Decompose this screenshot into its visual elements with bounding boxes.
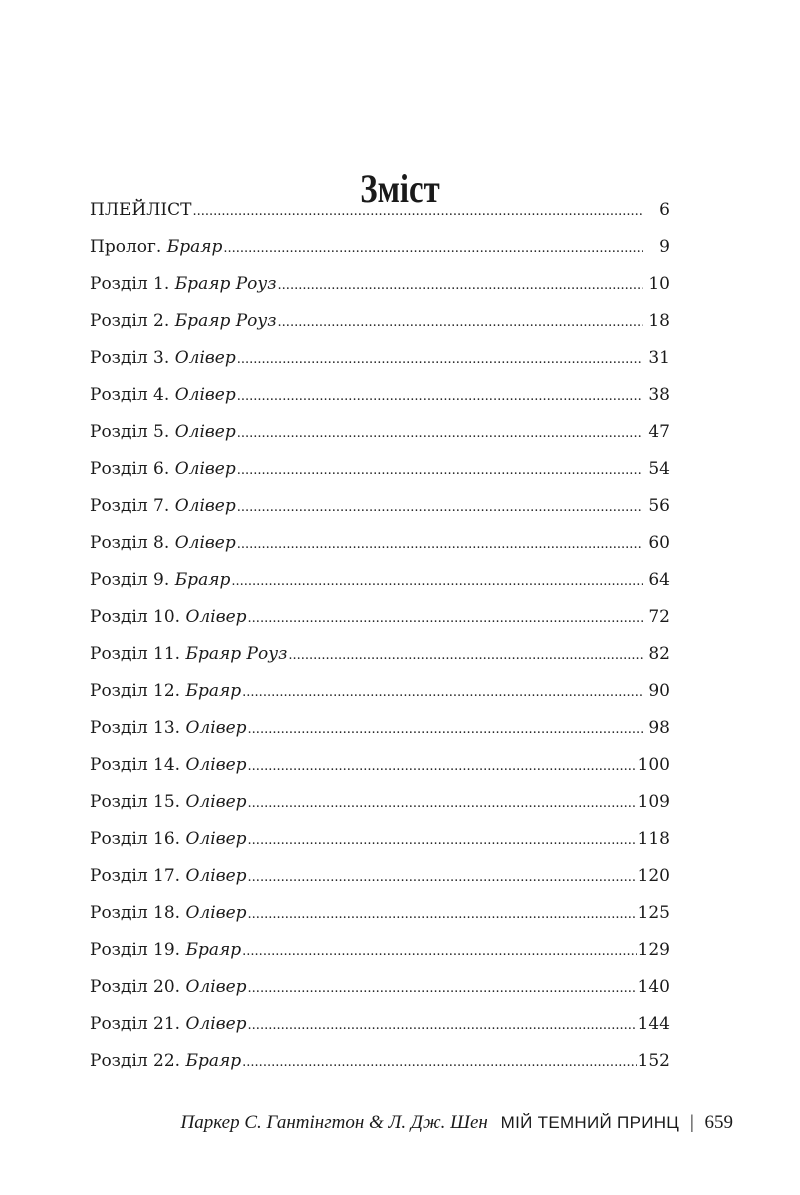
dot-leader (278, 304, 643, 341)
dot-leader (248, 970, 637, 1007)
toc-entry-label (90, 303, 277, 340)
toc-entry-label (90, 229, 222, 266)
running-footer (0, 1112, 733, 1134)
toc-entry[interactable] (90, 229, 670, 266)
toc-entry-label (90, 710, 247, 747)
toc-entry-page: 100 (637, 755, 670, 775)
toc-entry[interactable] (90, 192, 670, 229)
toc-entry[interactable] (90, 303, 670, 340)
toc-entry-chapter: Розділ 9. (90, 570, 175, 590)
toc-entry-chapter: Розділ 4. (90, 385, 175, 405)
toc-entry-page: 129 (637, 940, 670, 960)
toc-entry[interactable] (90, 673, 670, 710)
toc-entry[interactable] (90, 784, 670, 821)
toc-entry-narrator: Олівер (185, 829, 247, 849)
dot-leader (248, 896, 637, 933)
toc-entry-narrator: Браяр (185, 681, 242, 701)
dot-leader (237, 526, 643, 563)
toc-entry-label (90, 636, 287, 673)
toc-entry-page: 120 (637, 866, 670, 886)
toc-entry-page: 31 (648, 348, 670, 368)
dot-leader (237, 378, 643, 415)
toc-entry-narrator: Олівер (174, 348, 236, 368)
toc-entry-narrator: Браяр Роуз (174, 311, 277, 331)
toc-entry[interactable] (90, 599, 670, 636)
toc-entry-narrator: Браяр Роуз (185, 644, 288, 664)
toc-entry[interactable] (90, 525, 670, 562)
toc-entry[interactable] (90, 1006, 670, 1043)
dot-leader (248, 600, 643, 637)
footer-page-number: 659 (704, 1112, 733, 1133)
toc-entry-chapter: Розділ 13. (90, 718, 186, 738)
toc-entry-page: 9 (659, 237, 670, 257)
toc-entry-label (90, 858, 247, 895)
toc-entry-label (90, 1043, 241, 1080)
toc-entry[interactable] (90, 932, 670, 969)
dot-leader (248, 822, 637, 859)
toc-entry-page: 18 (648, 311, 670, 331)
toc-entry[interactable] (90, 377, 670, 414)
dot-leader (242, 933, 636, 970)
toc-entry-page: 144 (637, 1014, 670, 1034)
toc-entry-label (90, 340, 236, 377)
dot-leader (242, 674, 643, 711)
toc-entry-page: 38 (648, 385, 670, 405)
toc-entry-page: 64 (648, 570, 670, 590)
toc-entry-narrator: Олівер (174, 422, 236, 442)
toc-entry-label (90, 673, 241, 710)
dot-leader (193, 193, 644, 230)
toc-entry-chapter: Розділ 16. (90, 829, 186, 849)
toc-entry-page: 109 (637, 792, 670, 812)
dot-leader (248, 1007, 637, 1044)
toc-entry[interactable] (90, 1043, 670, 1080)
toc-entry[interactable] (90, 340, 670, 377)
toc-entry-label (90, 895, 247, 932)
toc-entry-chapter: Розділ 11. (90, 644, 186, 664)
toc-entry-chapter: Розділ 6. (90, 459, 175, 479)
toc-entry-label (90, 599, 247, 636)
toc-entry-chapter: Розділ 12. (90, 681, 186, 701)
toc-entry[interactable] (90, 562, 670, 599)
toc-entry-chapter: Розділ 19. (90, 940, 186, 960)
toc-entry-narrator: Олівер (185, 977, 247, 997)
toc-entry-chapter: Пролог. (90, 237, 167, 257)
toc-entry-page: 72 (648, 607, 670, 627)
dot-leader (237, 341, 643, 378)
toc-entry-label (90, 821, 247, 858)
footer-authors: Паркер С. Гантінгтон & Л. Дж. Шен (180, 1112, 488, 1133)
page-title: Зміст (360, 165, 440, 211)
toc-entry-chapter: Розділ 17. (90, 866, 186, 886)
toc-entry-chapter: Розділ 5. (90, 422, 175, 442)
toc-entry-page: 152 (637, 1051, 670, 1071)
dot-leader (248, 859, 637, 896)
toc-entry-label (90, 1006, 247, 1043)
toc-entry-chapter: Розділ 15. (90, 792, 186, 812)
toc-entry-chapter: Розділ 22. (90, 1051, 186, 1071)
toc-entry-page: 82 (648, 644, 670, 664)
toc-entry-label (90, 266, 277, 303)
toc-entry-page: 47 (648, 422, 670, 442)
toc-entry[interactable] (90, 451, 670, 488)
toc-entry-narrator: Браяр (166, 237, 223, 257)
toc-entry-narrator: Браяр (185, 1051, 242, 1071)
toc-entry-label (90, 192, 192, 229)
toc-entry-chapter: Розділ 18. (90, 903, 186, 923)
toc-entry-chapter: Розділ 21. (90, 1014, 186, 1034)
toc-entry-label (90, 525, 236, 562)
toc-entry-page: 10 (648, 274, 670, 294)
toc-entry[interactable] (90, 969, 670, 1006)
toc-entry-page: 90 (648, 681, 670, 701)
toc-entry-chapter: Розділ 20. (90, 977, 186, 997)
toc-entry-chapter: Розділ 1. (90, 274, 175, 294)
toc-entry-chapter: Розділ 7. (90, 496, 175, 516)
toc-entry[interactable] (90, 895, 670, 932)
toc-entry[interactable] (90, 414, 670, 451)
toc-entry-narrator: Олівер (185, 1014, 247, 1034)
toc-entry-chapter: Розділ 2. (90, 311, 175, 331)
toc-entry-narrator: Олівер (185, 607, 247, 627)
toc-entry-narrator: Олівер (174, 533, 236, 553)
dot-leader (237, 415, 643, 452)
toc-entry-chapter: Розділ 8. (90, 533, 175, 553)
toc-entry-page: 118 (637, 829, 670, 849)
toc-entry-narrator: Браяр Роуз (174, 274, 277, 294)
toc-entry-narrator: Олівер (185, 866, 247, 886)
toc-entry[interactable] (90, 858, 670, 895)
dot-leader (248, 785, 637, 822)
toc-entry-page: 98 (648, 718, 670, 738)
dot-leader (248, 711, 643, 748)
toc-entry-narrator: Олівер (185, 755, 247, 775)
toc-entry-narrator: Олівер (185, 903, 247, 923)
toc-entry-label (90, 562, 230, 599)
toc-entry-page: 60 (648, 533, 670, 553)
toc-entry[interactable] (90, 488, 670, 525)
toc-entry-narrator: Олівер (174, 459, 236, 479)
dot-leader (231, 563, 643, 600)
footer-book-title: МІЙ ТЕМНИЙ ПРИНЦ (500, 1113, 680, 1132)
dot-leader (242, 1044, 636, 1081)
toc-entry-label (90, 488, 236, 525)
toc-entry-label (90, 747, 247, 784)
toc-entry-narrator: Браяр (174, 570, 231, 590)
toc-entry-chapter: Розділ 3. (90, 348, 175, 368)
dot-leader (223, 230, 643, 267)
toc-entry[interactable] (90, 747, 670, 784)
toc-entry-page: 125 (637, 903, 670, 923)
toc-entry-narrator: Олівер (174, 496, 236, 516)
toc-entry-label (90, 784, 247, 821)
toc-entry[interactable] (90, 636, 670, 673)
toc-entry-label (90, 414, 236, 451)
dot-leader (248, 748, 637, 785)
toc-entry-page: 54 (648, 459, 670, 479)
dot-leader (288, 637, 643, 674)
dot-leader (237, 489, 643, 526)
toc-entry-chapter: Розділ 14. (90, 755, 186, 775)
toc-entry-chapter: ПЛЕЙЛІСТ (90, 200, 192, 220)
toc-entry[interactable] (90, 821, 670, 858)
toc-entry-label (90, 377, 236, 414)
table-of-contents (90, 192, 670, 1080)
toc-entry-page: 140 (637, 977, 670, 997)
toc-entry-page: 6 (659, 200, 670, 220)
toc-entry[interactable] (90, 710, 670, 747)
toc-entry-label (90, 451, 236, 488)
toc-entry-narrator: Олівер (185, 792, 247, 812)
toc-entry-label (90, 969, 247, 1006)
toc-entry-narrator: Олівер (174, 385, 236, 405)
toc-entry-narrator: Браяр (185, 940, 242, 960)
footer-separator: | (689, 1112, 694, 1133)
toc-entry-chapter: Розділ 10. (90, 607, 186, 627)
toc-entry-narrator: Олівер (185, 718, 247, 738)
toc-entry[interactable] (90, 266, 670, 303)
dot-leader (278, 267, 643, 304)
toc-entry-label (90, 932, 241, 969)
toc-entry-page: 56 (648, 496, 670, 516)
dot-leader (237, 452, 643, 489)
